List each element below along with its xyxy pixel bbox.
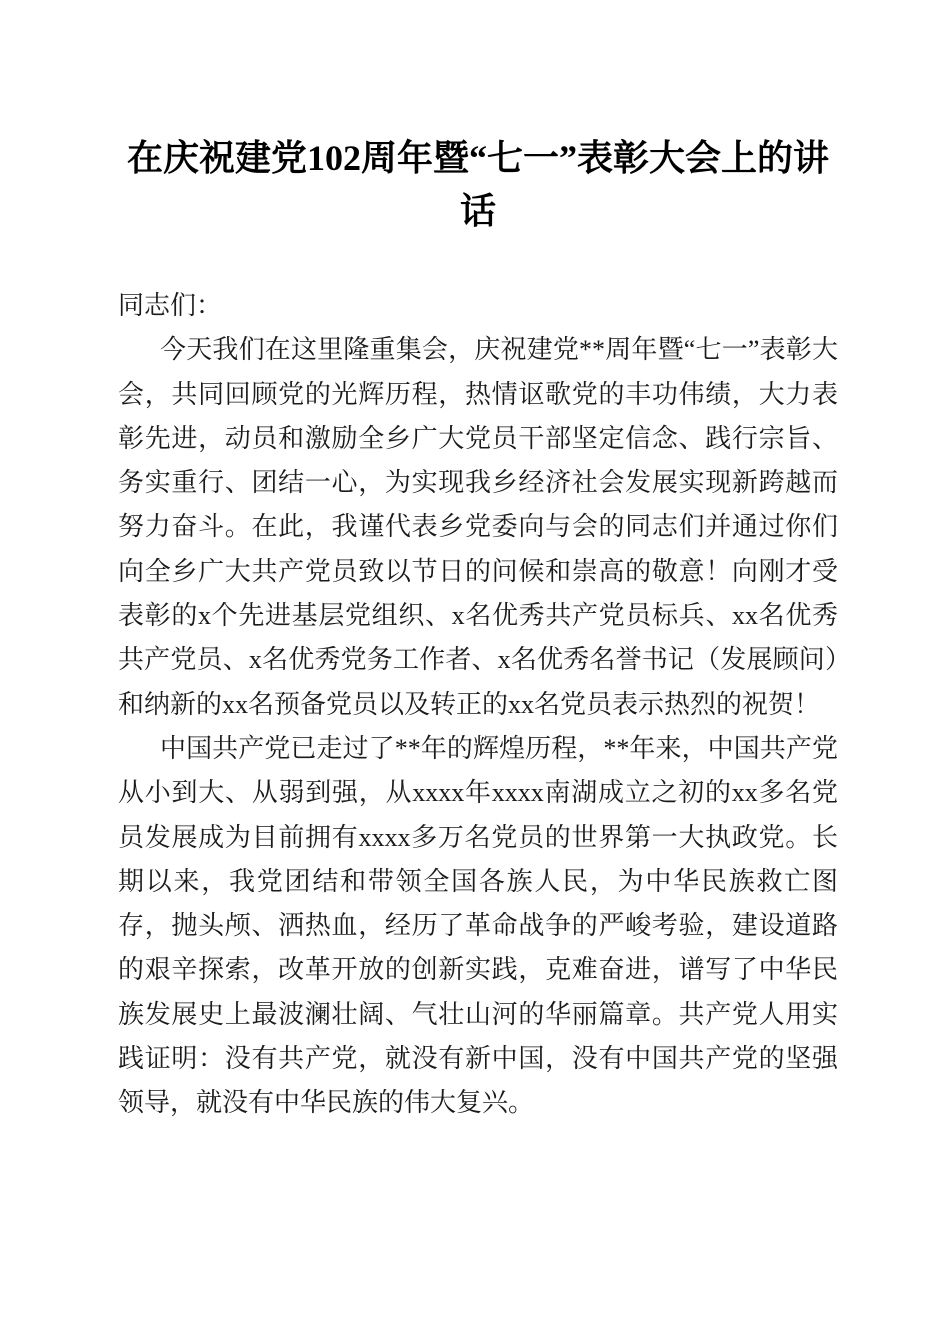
document-title: 在庆祝建党102周年暨“七一”表彰大会上的讲话 [126, 138, 829, 231]
salutation-line: 同志们： [118, 291, 223, 320]
paragraph-1: 今天我们在这里隆重集会，庆祝建党**周年暨“七一”表彰大会，共同回顾党的光辉历程，热情讴歌党的丰功伟绩，大力表彰先进，动员和激励全乡广大党员干部坚定信念、践行宗旨、务实重行、团结一心，为实现我乡经济社会发展实现新跨越而努力奋斗。在此，我谨代表乡党委向与会的同志们并通过你们向全乡广大共产党员致以节日的问候和崇高的敬意！向刚才受表彰的x个先进基层党组织、x名优秀共产党员标兵、xx名优秀共产党员、x名优秀党务工作者、x名优秀名誉书记（发展顾问）和纳新的xx名预备党员以及转正的xx名党员表示热烈的祝贺！ [118, 335, 838, 719]
paragraph-2: 中国共产党已走过了**年的辉煌历程，**年来，中国共产党从小到大、从弱到强，从xxxx年xxxx南湖成立之初的xx多名党员发展成为目前拥有xxxx多万名党员的世界第一大执政党。长期以来，我党团结和带领全国各族人民，为中华民族救亡图存，抛头颅、洒热血，经历了革命战争的严峻考验，建设道路的艰辛探索，改革开放的创新实践，克难奋进，谱写了中华民族发展史上最波澜壮阔、气壮山河的华丽篇章。共产党人用实践证明：没有共产党，就没有新中国，没有中国共产党的坚强领导，就没有中华民族的伟大复兴。 [118, 733, 838, 1118]
document-body [118, 284, 838, 1126]
